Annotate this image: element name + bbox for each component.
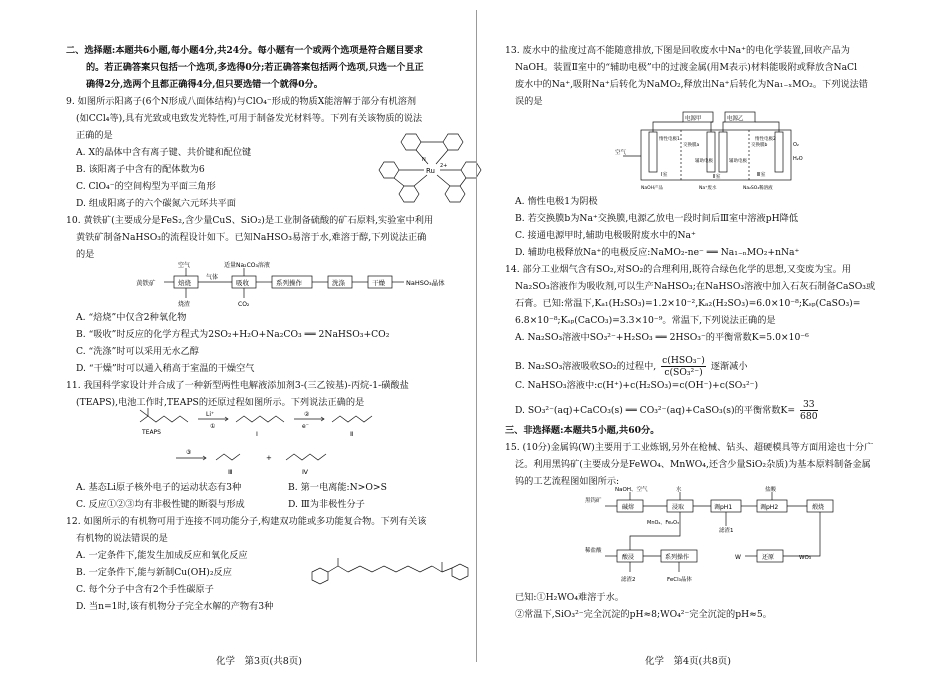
- q14-d-pre: D. SO₃²⁻(aq)+CaCO₃(s) ══ CO₃²⁻(aq)+CaSO₃(s)的平衡常数K=: [515, 405, 796, 417]
- q13-mem-a: 交换膜a: [683, 143, 700, 148]
- q9-option-a: A. X的晶体中含有离子键、共价键和配位键: [76, 147, 252, 158]
- column-divider: [476, 10, 477, 662]
- q10-slag: 烧渣: [178, 301, 191, 308]
- q15-calc: 煅烧: [812, 504, 825, 511]
- section3-heading: 三、非选择题:本题共5小题,共60分。: [505, 425, 660, 436]
- q13-option-b: B. 若交换膜b为Na⁺交换膜,电源乙放电一段时间后Ⅲ室中溶液pH降低: [515, 213, 799, 224]
- q10-dry: 干燥: [372, 279, 385, 287]
- q13-naoh: NaOH产品: [641, 186, 664, 191]
- q10-reagent: 适量Na₂CO₃溶液: [224, 262, 270, 269]
- q11-teaps: TEAPS: [142, 429, 161, 436]
- q13-electrochemical-device: [615, 110, 815, 192]
- q14-d-denominator: 680: [800, 411, 818, 423]
- q15-wo3: WO₃: [799, 555, 811, 561]
- q14-stem-2: Na₂SO₃溶液作为吸收剂,可以生产NaHSO₃;在NaHSO₃溶液中加入石灰石制备CaSO₃或: [515, 281, 876, 292]
- q10-option-d: D. “干燥”时可以通入稍高于室温的干燥空气: [76, 363, 255, 374]
- q12-option-b: B. 一定条件下,能与新制Cu(OH)₂反应: [76, 567, 232, 578]
- q15-mno2: MnO₂、Fe₂O₃: [647, 520, 680, 526]
- q14-b-pre: B. Na₂SO₃溶液吸收SO₂的过程中,: [515, 361, 657, 373]
- q10-product: NaHSO₃晶体: [406, 279, 445, 287]
- q13-option-c: C. 接通电源甲时,辅助电极吸附废水中的Na⁺: [515, 230, 696, 241]
- q9-stem-3: 正确的是: [76, 130, 113, 141]
- q12-option-a: A. 一定条件下,能发生加成反应和氧化反应: [76, 550, 248, 561]
- q13-aux1: 辅助电极: [695, 159, 713, 164]
- q15-stem-3: 钨的工艺流程图如图所示:: [515, 476, 620, 487]
- q11-plus: +: [266, 454, 272, 462]
- q15-water: 水: [676, 487, 682, 493]
- q11-reaction-scheme: [136, 408, 446, 480]
- q13-mem-b: 交换膜b: [751, 143, 768, 148]
- ru-charge: 2+: [440, 163, 448, 169]
- q10-air: 空气: [178, 262, 191, 269]
- n-label: N: [422, 157, 426, 163]
- q11-step2: ②: [304, 411, 310, 418]
- q11-stem-1: 11. 我国科学家设计并合成了一种新型两性电解液添加剂3-(三乙铵基)-丙烷-1-磺酸盐: [66, 380, 409, 391]
- q15-melt: 碱熔: [622, 504, 635, 511]
- q11-label-iii: Ⅲ: [228, 468, 233, 476]
- q14-option-c: C. NaHSO₃溶液中:c(H⁺)+c(H₂SO₃)=c(OH⁻)+c(SO₃²⁻): [515, 380, 759, 391]
- q10-option-c: C. “洗涤”时可以采用无水乙醇: [76, 346, 199, 357]
- q10-stem-3: 的是: [76, 249, 95, 260]
- q11-label-ii: Ⅱ: [350, 430, 354, 438]
- q13-stem-2: NaOH。装置Ⅱ室中的“辅助电极”中的过渡金属(用M表示)材料能吸附或释放含NaCl: [515, 62, 858, 73]
- q14-b-numerator: c(HSO₃⁻): [662, 355, 705, 366]
- q13-h2o: H₂O: [793, 156, 803, 162]
- q11-option-c: C. 反应①②③均有非极性键的断裂与形成: [76, 499, 245, 510]
- q13-power-a: 电源甲: [685, 116, 702, 122]
- q15-reduce: 还原: [762, 554, 775, 561]
- footer-page3: 化学 第3页(共8页): [216, 656, 303, 667]
- q13-power-b: 电源乙: [727, 116, 744, 122]
- q13-stem-3: 废水中的Na⁺,吸附Na⁺后转化为NaMO₂,释放出Na⁺后转化为Na₁₋ₓMO₂。下列说法错: [515, 79, 868, 90]
- q15-w: W: [735, 554, 741, 561]
- q15-stem-1: 15. (10分)金属钨(W)主要用于工业炼钢,另外在枪械、钻头、超硬模具等方面用途也十分广: [505, 442, 874, 453]
- q10-stem-2: 黄铁矿制备NaHSO₃的流程设计如下。已知NaHSO₃易溶于水,难溶于醇,下列说法正确: [76, 232, 427, 243]
- q11-option-d: D. Ⅲ为非极性分子: [288, 499, 365, 510]
- q13-aux2: 辅助电极: [729, 159, 747, 164]
- q10-option-a: A. “焙烧”中仅含2种氧化物: [76, 312, 187, 323]
- q13-stem-1: 13. 废水中的盐度过高不能随意排放,下图是回收废水中Na⁺的电化学装置,回收产品为: [505, 45, 850, 56]
- q15-leach: 浸取: [672, 504, 685, 511]
- q11-step1: ①: [210, 423, 216, 430]
- ru-complex-structure: [376, 128, 488, 210]
- q12-molecule-structure: [302, 550, 502, 596]
- q10-co2: CO₂: [238, 301, 250, 308]
- q10-option-b: B. “吸收”时反应的化学方程式为2SO₂+H₂O+Na₂CO₃ ══ 2NaHSO₃+CO₂: [76, 329, 390, 340]
- q14-stem-1: 14. 部分工业烟气含有SO₂,对SO₂的合理利用,既符合绿色化学的思想,又变废为宝。用: [505, 264, 852, 275]
- q15-fecl3: FeCl₃晶体: [667, 577, 692, 583]
- q11-option-b: B. 第一电离能:N>O>S: [288, 482, 387, 493]
- q9-stem-2: (如CCl₄等),具有光致或电致发光特性,可用于制备发光材料等。下列有关该物质的说法: [76, 113, 423, 124]
- q13-room1: Ⅰ室: [661, 172, 668, 178]
- q10-absorb: 吸收: [236, 279, 249, 287]
- q14-d-fraction: [800, 400, 818, 421]
- q11-e: e⁻: [302, 423, 309, 430]
- q13-air: 空气: [615, 150, 627, 156]
- section2-line2: 的。若正确答案只包括一个选项,多选得0分;若正确答案包括两个选项,只选一个且正: [86, 62, 424, 73]
- q15-res1: 滤渣1: [719, 528, 734, 534]
- q9-option-b: B. 该阳离子中含有的配体数为6: [76, 164, 205, 175]
- q15-ore: 黑钨矿: [585, 498, 602, 504]
- q14-b-denominator: c(SO₃²⁻): [664, 367, 703, 379]
- q14-b-fraction: [661, 356, 706, 377]
- q14-stem-4: 6.8×10⁻⁸;Kₛₚ(CaCO₃)=3.3×10⁻⁹。常温下,下列说法正确的是: [515, 315, 776, 326]
- q15-known-1: 已知:①H₂WO₄难溶于水。: [515, 592, 624, 603]
- q15-res2: 滤渣2: [621, 577, 636, 583]
- q10-stem-1: 10. 黄铁矿(主要成分是FeS₂,含少量CuS、SiO₂)是工业制备硫酸的矿石原料,实验室中利用: [66, 215, 434, 226]
- section2-line3: 确得2分,选两个且都正确得4分,但只要选错一个就得0分。: [86, 79, 323, 90]
- q13-room2: Ⅱ室: [713, 174, 721, 180]
- q13-option-a: A. 惰性电极1为阴极: [515, 196, 598, 207]
- q10-flowchart: [136, 260, 446, 312]
- q13-room3: Ⅲ室: [757, 172, 766, 178]
- q11-option-a: A. 基态Li原子核外电子的运动状态有3种: [76, 482, 242, 493]
- q10-roast: 焙烧: [178, 279, 191, 287]
- q11-label-i: Ⅰ: [256, 430, 258, 438]
- q13-elec1: 惰性电极1: [659, 137, 680, 142]
- q10-gas: 气体: [206, 274, 219, 281]
- q13-na2so4: Na₂SO₄稀溶液: [743, 186, 773, 191]
- q15-hcl: 盐酸: [765, 487, 777, 493]
- q15-acid-leach: 酸浸: [622, 554, 635, 561]
- q14-option-a: A. Na₂SO₃溶液中SO₃²⁻+H₂SO₃ ══ 2HSO₃⁻的平衡常数K=5.0×10⁻⁶: [515, 332, 809, 343]
- q12-option-c: C. 每个分子中含有2个手性碳原子: [76, 584, 214, 595]
- q11-label-iv: Ⅳ: [302, 468, 308, 476]
- q14-d-numerator: 33: [800, 400, 818, 411]
- q15-naoh-air: NaOH、空气: [615, 487, 648, 493]
- q9-stem-1: 9. 如图所示阳离子(6个N形成八面体结构)与ClO₄⁻形成的物质X能溶解于部分有机溶剂: [66, 96, 417, 107]
- section2-line1: 二、选择题:本题共6小题,每小题4分,共24分。每小题有一个或两个选项是符合题目要求: [66, 45, 423, 56]
- ru-label: Ru: [426, 167, 435, 175]
- q15-ops: 系列操作: [665, 554, 690, 561]
- q14-option-d: [515, 400, 818, 421]
- q15-stem-2: 泛。利用黑钨矿(主要成分是FeWO₄、MnWO₄,还含少量SiO₂杂质)为基本原料制备金属: [515, 459, 871, 470]
- footer-page4: 化学 第4页(共8页): [645, 656, 732, 667]
- q13-elec2: 惰性电极2: [755, 137, 776, 142]
- q14-b-post: 逐渐减小: [710, 361, 748, 373]
- q15-known-2: ②常温下,SiO₃²⁻完全沉淀的pH≈8;WO₄²⁻完全沉淀的pH≈5。: [515, 609, 772, 620]
- q15-acid: 稀盐酸: [585, 548, 602, 554]
- q9-option-d: D. 组成阳离子的六个碳氮六元环共平面: [76, 198, 236, 209]
- q10-ops: 系列操作: [276, 279, 302, 287]
- q14-stem-3: 石膏。已知:常温下,Kₐ₁(H₂SO₃)=1.2×10⁻²,Kₐ₂(H₂SO₃)=6.0×10⁻⁸;Kₛₚ(CaSO₃)=: [515, 298, 861, 309]
- q9-option-c: C. ClO₄⁻的空间构型为平面三角形: [76, 181, 216, 192]
- q15-flowchart: [585, 486, 875, 586]
- q13-o2: O₂: [793, 142, 799, 148]
- q15-ph2: 调pH2: [760, 504, 779, 511]
- q11-stem-2: (TEAPS),电池工作时,TEAPS的还原过程如图所示。下列说法正确的是: [76, 397, 365, 408]
- q13-option-d: D. 辅助电极释放Na⁺的电极反应:NaMO₂-ne⁻ ══ Na₁₋ₙMO₂+nNa⁺: [515, 247, 800, 258]
- q12-stem-1: 12. 如图所示的有机物可用于连接不同功能分子,构建双功能或多功能复合物。下列有关该: [66, 516, 427, 527]
- q10-start: 黄铁矿: [136, 279, 156, 287]
- q11-li: Li⁺: [206, 411, 215, 418]
- q13-stem-4: 误的是: [515, 96, 543, 107]
- q10-wash: 洗涤: [332, 279, 345, 287]
- q11-step3: ③: [186, 449, 192, 456]
- q15-ph1: 调pH1: [714, 504, 733, 511]
- q14-option-b: [515, 356, 748, 377]
- q13-nacl: Na⁺废水: [699, 186, 717, 191]
- q12-option-d: D. 当n=1时,该有机物分子完全水解的产物有3种: [76, 601, 274, 612]
- q12-stem-2: 有机物的说法错误的是: [76, 533, 168, 544]
